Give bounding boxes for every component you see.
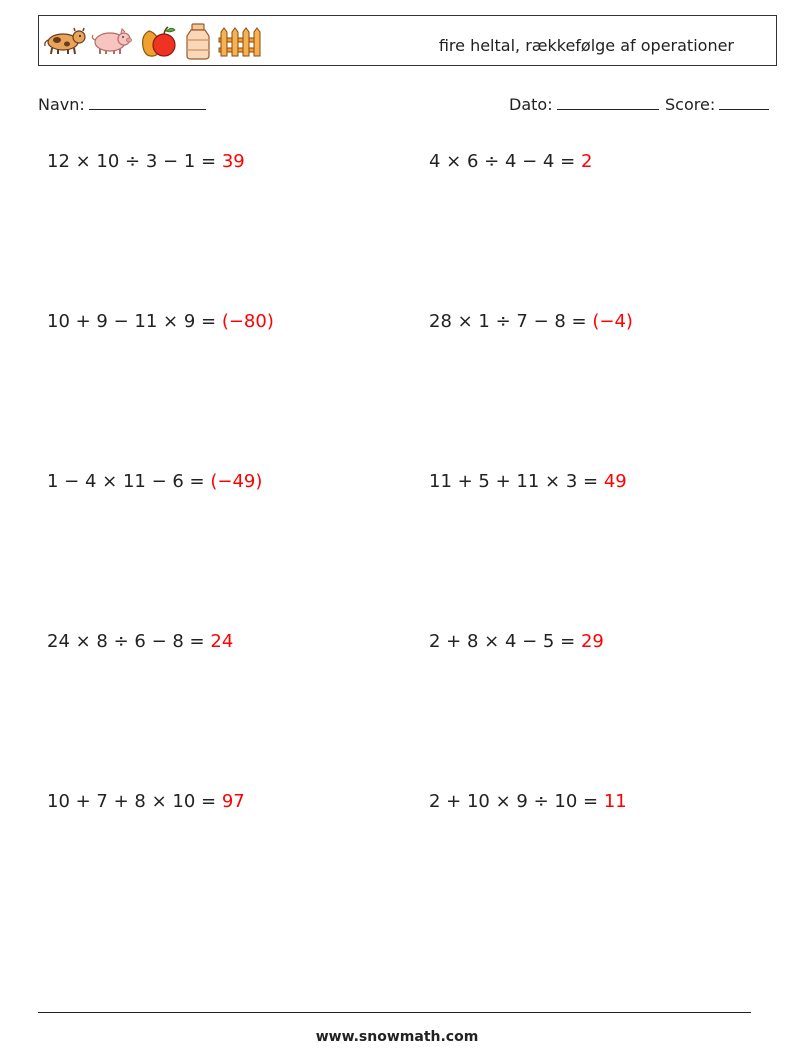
header-icons — [43, 22, 261, 60]
problem-answer: 24 — [210, 631, 234, 652]
problem-answer: 11 — [603, 791, 627, 812]
problem-expression: 2 + 8 × 4 − 5 = — [429, 631, 576, 652]
problem-answer: (−49) — [210, 471, 263, 492]
score-blank[interactable] — [719, 94, 769, 110]
problem-expression: 24 × 8 ÷ 6 − 8 = — [47, 631, 205, 652]
problem-expression: 28 × 1 ÷ 7 − 8 = — [429, 311, 587, 332]
name-blank[interactable] — [89, 94, 206, 110]
name-label: Navn: — [38, 95, 85, 114]
problem-answer: 29 — [580, 631, 604, 652]
problem-expression: 2 + 10 × 9 ÷ 10 = — [429, 791, 599, 812]
problem-answer: (−4) — [592, 311, 633, 332]
worksheet-title: fire heltal, rækkefølge af operationer — [438, 36, 734, 55]
problem-answer: 97 — [221, 791, 245, 812]
problem-answer: 49 — [603, 471, 627, 492]
date-field — [509, 94, 659, 114]
problem-item — [429, 311, 633, 332]
problem-item — [429, 791, 627, 812]
problem-item — [429, 151, 592, 172]
problem-answer: 2 — [580, 151, 593, 172]
milk-jug-icon — [183, 22, 213, 60]
score-field — [665, 94, 769, 114]
problem-item — [47, 311, 274, 332]
problem-item — [47, 151, 245, 172]
date-label: Dato: — [509, 95, 553, 114]
cow-icon — [43, 26, 87, 56]
score-label: Score: — [665, 95, 716, 114]
fence-icon — [217, 24, 261, 58]
problem-answer: 39 — [221, 151, 245, 172]
problem-answer: (−80) — [221, 311, 274, 332]
problem-expression: 12 × 10 ÷ 3 − 1 = — [47, 151, 217, 172]
fruit-icon — [137, 23, 179, 59]
footer-url[interactable]: www.snowmath.com — [315, 1029, 479, 1045]
worksheet-header — [38, 15, 777, 66]
pig-icon — [91, 26, 133, 56]
date-blank[interactable] — [557, 94, 659, 110]
problem-expression: 10 + 7 + 8 × 10 = — [47, 791, 217, 812]
problem-expression: 1 − 4 × 11 − 6 = — [47, 471, 205, 492]
problem-item — [429, 471, 627, 492]
problem-item — [47, 791, 245, 812]
problem-expression: 4 × 6 ÷ 4 − 4 = — [429, 151, 576, 172]
problem-expression: 11 + 5 + 11 × 3 = — [429, 471, 599, 492]
footer-divider — [38, 1012, 751, 1013]
name-field — [38, 94, 206, 114]
problem-item — [47, 631, 233, 652]
problem-item — [47, 471, 262, 492]
problem-expression: 10 + 9 − 11 × 9 = — [47, 311, 217, 332]
problem-item — [429, 631, 604, 652]
